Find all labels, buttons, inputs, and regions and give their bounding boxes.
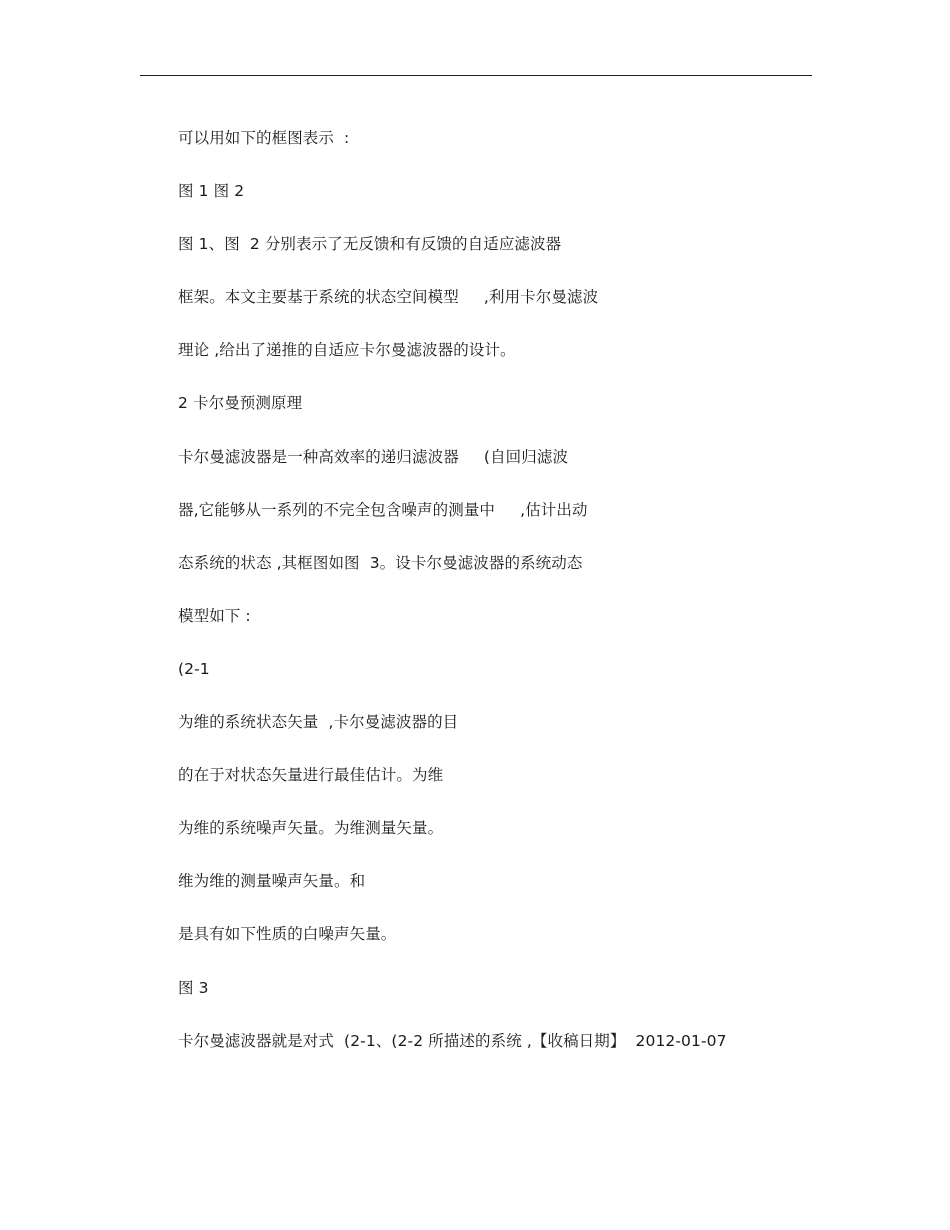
text-line: 态系统的状态 ,其框图如图 3。设卡尔曼滤波器的系统动态	[178, 553, 583, 572]
text-line: 维为维的测量噪声矢量。和	[178, 872, 366, 891]
text-line: 可以用如下的框图表示 :	[178, 129, 350, 147]
section-heading: 2 卡尔曼预测原理	[178, 394, 303, 413]
header-rule	[140, 75, 812, 76]
text-line: 框架。本文主要基于系统的状态空间模型 ,利用卡尔曼滤波	[178, 288, 599, 307]
text-line: 卡尔曼滤波器是一种高效率的递归滤波器 (自回归滤波	[178, 447, 569, 466]
text-line: 为维的系统状态矢量 ,卡尔曼滤波器的目	[178, 713, 459, 732]
text-line: 卡尔曼滤波器就是对式 (2-1、(2-2 所描述的系统 ,【收稿日期】 2012-01-07	[178, 1031, 727, 1050]
text-line: 模型如下 :	[178, 606, 251, 625]
text-line: 图 1、图 2 分别表示了无反馈和有反馈的自适应滤波器	[178, 235, 562, 254]
equation-label: (2-1	[178, 659, 210, 678]
text-line: 是具有如下性质的白噪声矢量。	[178, 925, 397, 944]
figure-caption: 图 3	[178, 978, 209, 997]
text-line: 的在于对状态矢量进行最佳估计。为维	[178, 766, 444, 785]
document-body	[178, 127, 818, 1083]
text-line: 为维的系统噪声矢量。为维测量矢量。	[178, 819, 444, 838]
figure-caption: 图 1 图 2	[178, 182, 245, 201]
text-line: 理论 ,给出了递推的自适应卡尔曼滤波器的设计。	[178, 341, 516, 360]
text-line: 器,它能够从一系列的不完全包含噪声的测量中 ,估计出动	[178, 500, 588, 519]
